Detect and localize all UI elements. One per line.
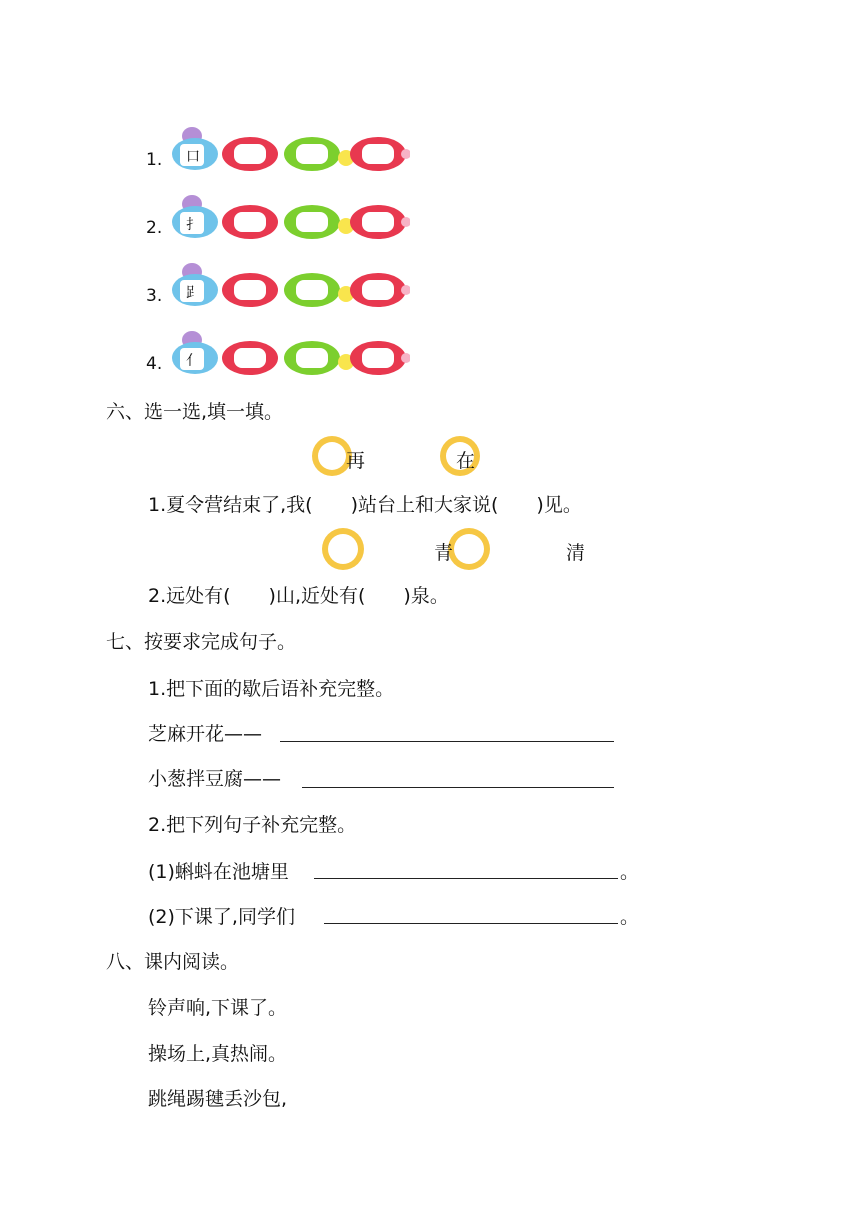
caterpillar-icon: [170, 328, 410, 378]
subquestion-7-1: 1.把下面的歇后语补充完整。: [148, 678, 395, 700]
caterpillar-icon: [170, 260, 410, 310]
reading-line-2: 操场上,真热闹。: [148, 1043, 288, 1065]
word-option-zai-again: 再: [346, 450, 366, 472]
radical-label: 口: [186, 149, 200, 165]
question-6-1: 1.夏令营结束了,我( )站台上和大家说( )见。: [148, 494, 582, 516]
word-option-qing-green: 青: [434, 542, 454, 564]
caterpillar-icon: [170, 124, 410, 174]
idiom-line-1: [148, 722, 262, 746]
word-option-zai-at: 在: [456, 450, 476, 472]
idiom-prompt: 小葱拌豆腐——: [148, 768, 282, 790]
row-number: 1.: [146, 150, 163, 170]
section8-heading: 八、课内阅读。: [106, 951, 240, 973]
section7-heading: 七、按要求完成句子。: [106, 631, 297, 653]
word-option-qing-clear: 清: [566, 542, 586, 564]
row-number: 3.: [146, 286, 163, 306]
reading-line-3: 跳绳踢毽丢沙包,: [148, 1088, 288, 1110]
sentence-line-1: [148, 860, 289, 884]
row-number: 2.: [146, 218, 163, 238]
sentence-line-2: [148, 905, 295, 929]
radical-label: 𧾷: [186, 285, 200, 301]
section6-heading: 六、选一选,填一填。: [106, 401, 284, 423]
subquestion-7-2: 2.把下列句子补充完整。: [148, 814, 357, 836]
sentence-end-period: 。: [620, 861, 640, 883]
reading-line-1: 铃声响,下课了。: [148, 997, 288, 1019]
question-6-2: 2.远处有( )山,近处有( )泉。: [148, 585, 449, 607]
sentence-prompt: (1)蝌蚪在池塘里: [148, 861, 289, 883]
caterpillar-icon: [170, 192, 410, 242]
flower-icon: [320, 526, 366, 572]
row-number: 4.: [146, 354, 163, 374]
idiom-line-2: [148, 767, 281, 791]
radical-label: 扌: [186, 217, 200, 233]
radical-label: 亻: [186, 353, 200, 369]
answer-blank[interactable]: [324, 923, 618, 924]
sentence-prompt: (2)下课了,同学们: [148, 906, 295, 928]
answer-blank[interactable]: [302, 787, 614, 788]
idiom-prompt: 芝麻开花——: [148, 723, 263, 745]
sentence-end-period: 。: [620, 906, 640, 928]
answer-blank[interactable]: [280, 741, 614, 742]
answer-blank[interactable]: [314, 878, 618, 879]
